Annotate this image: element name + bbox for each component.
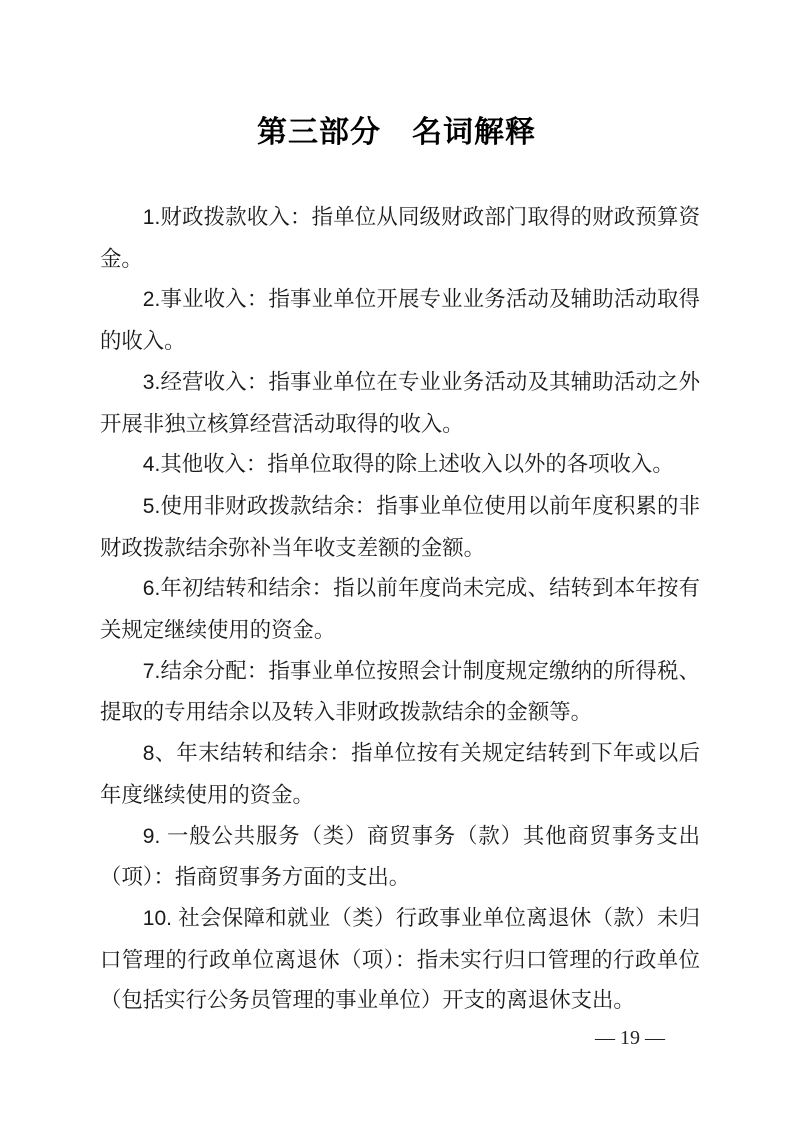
item-number: 3. — [142, 370, 161, 394]
item-term: 其他收入： — [160, 452, 268, 477]
glossary-item — [100, 362, 700, 444]
item-number: 7. — [142, 659, 161, 683]
item-number: 6. — [142, 577, 161, 601]
page-number: — 19 — — [595, 1027, 665, 1050]
item-term: 年末结转和结余： — [176, 741, 352, 766]
item-term: 财政拨款收入： — [160, 205, 312, 229]
item-term: 经营收入： — [160, 369, 269, 394]
item-definition: 指事业单位在专业业务活动及其辅助活动之外开展非独立核算经营活动取得的收入。 — [100, 369, 700, 436]
item-number: 5. — [142, 494, 161, 518]
glossary-item — [100, 568, 700, 650]
glossary-item — [100, 898, 700, 1021]
item-number: 9. — [142, 824, 167, 848]
item-definition: 指单位从同级财政部门取得的财政预算资金。 — [100, 205, 700, 271]
item-term: 事业收入： — [160, 287, 269, 312]
item-term: 社会保障和就业（类）行政事业单位离退休（款）未归口管理的行政单位离退休（项）： — [100, 905, 700, 972]
item-term: 年初结转和结余： — [160, 576, 334, 601]
item-term: 使用非财政拨款结余： — [160, 493, 377, 518]
item-definition: 指单位按有关规定结转到下年或以后年度继续使用的资金。 — [100, 741, 700, 807]
item-term: 一般公共服务（类）商贸事务（款）其他商贸事务支出（项）： — [100, 823, 700, 890]
item-number: 8、 — [142, 742, 177, 766]
item-definition: 指商贸事务方面的支出。 — [174, 865, 411, 890]
item-definition: 指单位取得的除上述收入以外的各项收入。 — [267, 452, 674, 477]
glossary-item — [100, 279, 700, 361]
item-definition: 指以前年度尚未完成、结转到本年按有关规定继续使用的资金。 — [100, 576, 700, 643]
glossary-item — [100, 816, 700, 898]
glossary-item — [100, 733, 700, 815]
item-definition: 指事业单位使用以前年度积累的非财政拨款结余弥补当年收支差额的金额。 — [100, 493, 700, 560]
item-definition: 指事业单位按照会计制度规定缴纳的所得税、提取的专用结余以及转入非财政拨款结余的金额等。 — [100, 658, 700, 725]
glossary-item — [100, 651, 700, 733]
glossary-item — [100, 197, 700, 279]
item-number: 1. — [142, 206, 161, 229]
glossary-item — [100, 486, 700, 568]
item-number: 4. — [142, 453, 161, 477]
item-number: 10. — [142, 906, 179, 930]
section-title: 第三部分 名词解释 — [257, 116, 536, 149]
item-number: 2. — [142, 288, 161, 312]
glossary-list — [100, 197, 700, 1021]
item-term: 结余分配： — [160, 658, 269, 683]
item-definition: 指未实行归口管理的行政单位（包括实行公务员管理的事业单位）开支的离退休支出。 — [100, 947, 700, 1013]
item-definition: 指事业单位开展专业业务活动及辅助活动取得的收入。 — [100, 287, 700, 354]
glossary-item — [100, 444, 700, 486]
